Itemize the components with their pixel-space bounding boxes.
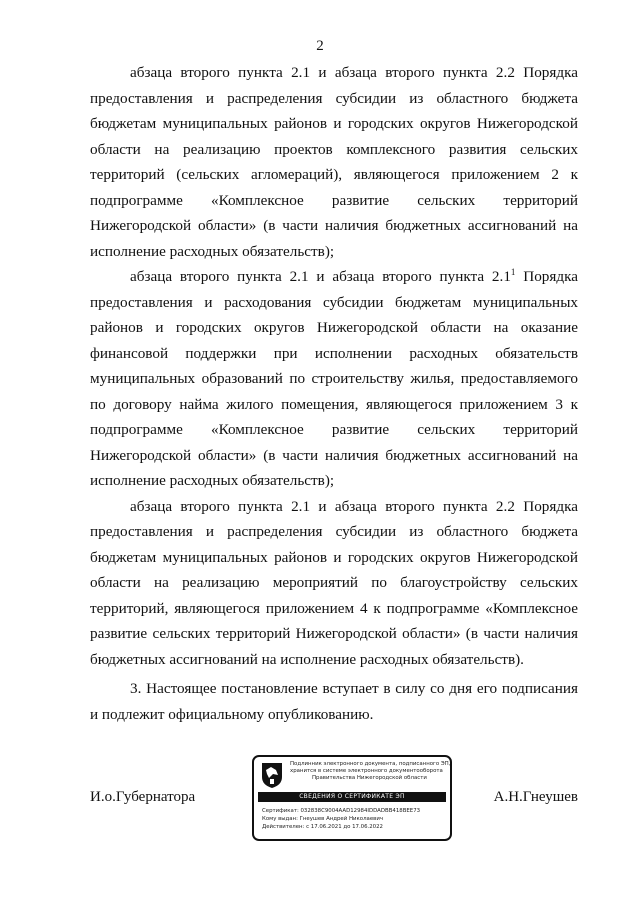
paragraph-1: абзаца второго пункта 2.1 и абзаца второго пункта 2.2 Порядка предоставления и распределения субсидии из областного бюджета бюджетам муниципальных районов и городских округов Нижегородской области на реализацию проектов комплексного развития сельских территорий (сельских агломераций), являющегося приложением 2 к подпрограмме «Комплексное развитие сельских территорий Нижегородской области» (в части наличия бюджетных ассигнований на исполнение расходных обязательств);	[90, 64, 578, 260]
paragraph-2-rest: Порядка предоставления и расходования субсидии бюджетам муниципальных районов и городских округов Нижегородской области на оказание финансовой поддержки при исполнении расходных обязательств муниципальных образований по строительству жилья, предоставляемого по договору найма жилого помещения, являющегося приложением 3 к подпрограмме «Комплексное развитие сельских территорий Нижегородской области» (в части наличия бюджетных ассигнований на исполнение расходных обязательств);	[90, 268, 579, 489]
stamp-line-2: хранится в системе электронного документооборота	[290, 768, 443, 774]
page-number: 2	[316, 38, 324, 54]
paragraph-4: 3. Настоящее постановление вступает в силу со дня его подписания и подлежит официальному опубликованию.	[90, 680, 578, 723]
paragraph-2	[90, 264, 578, 494]
coat-of-arms-icon	[260, 761, 284, 789]
stamp-issued-to: Кому выдан: Гнеушев Андрей Николаевич	[262, 816, 384, 822]
electronic-signature-stamp	[252, 755, 452, 841]
paragraph-2-start: абзаца второго пункта 2.1 и абзаца второго пункта 2.1	[130, 268, 511, 285]
stamp-line-1: Подлинник электронного документа, подписанного ЭП,	[290, 761, 451, 767]
stamp-validity: Действителен: с 17.06.2021 до 17.06.2022	[262, 824, 383, 830]
stamp-certificate-number: Сертификат: 032838C9004AAD12984IDDADBB418BEE73	[262, 808, 421, 814]
signatory-name: А.Н.Гнеушев	[493, 789, 578, 805]
signatory-role: И.о.Губернатора	[90, 789, 196, 805]
stamp-band-title: СВЕДЕНИЯ О СЕРТИФИКАТЕ ЭП	[258, 792, 446, 802]
paragraph-3: абзаца второго пункта 2.1 и абзаца второго пункта 2.2 Порядка предоставления и распределения субсидии из областного бюджета бюджетам муниципальных районов и городских округов Нижегородской области на реализацию мероприятий по благоустройству сельских территорий, являющегося приложением 4 к подпрограмме «Комплексное развитие сельских территорий Нижегородской области» (в части наличия бюджетных ассигнований на исполнение расходных обязательств).	[90, 497, 578, 668]
document-body	[90, 60, 578, 727]
superscript-mark: 1	[510, 267, 516, 277]
stamp-line-3: Правительства Нижегородской области	[312, 775, 427, 781]
